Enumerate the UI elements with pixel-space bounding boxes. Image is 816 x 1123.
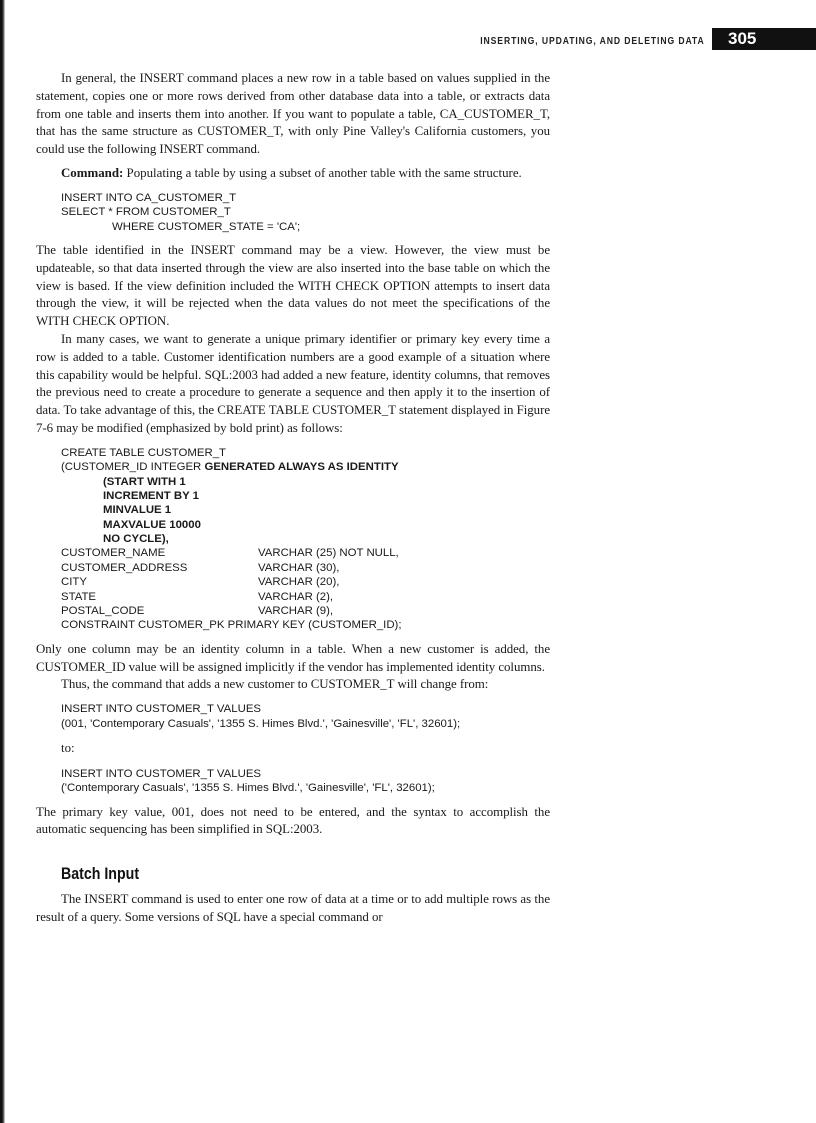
- paragraph: The INSERT command is used to enter one row of data at a time or to add multiple rows as the result of a query. Some versions of SQL have a special command or: [36, 892, 550, 924]
- code-option-line: INCREMENT BY 1: [103, 489, 199, 502]
- code-line: INSERT INTO CUSTOMER_T VALUES: [61, 703, 262, 716]
- column-name: CITY: [61, 576, 87, 589]
- running-head: INSERTING, UPDATING, AND DELETING DATA: [480, 35, 705, 47]
- paragraph: The primary key value, 001, does not need to be entered, and the syntax to accomplish the automatic sequencing has been simplified in SQL:2003.: [36, 804, 550, 837]
- code-column-line: [61, 590, 550, 604]
- code-block-insert-old: [61, 702, 550, 731]
- command-text: Populating a table by using a subset of another table with the same structure.: [126, 165, 522, 180]
- code-emphasis: GENERATED ALWAYS AS IDENTITY: [204, 461, 399, 474]
- command-label: Command:: [61, 165, 124, 180]
- column-type: VARCHAR (25) NOT NULL,: [258, 547, 399, 560]
- code-block-insert-select: [61, 191, 550, 234]
- code-option-line: MINVALUE 1: [103, 504, 172, 517]
- column-name: CUSTOMER_NAME: [61, 547, 166, 560]
- code-line: [61, 460, 550, 474]
- column-type: VARCHAR (9),: [258, 605, 334, 618]
- page-binding-edge: [0, 0, 5, 1123]
- column-name: STATE: [61, 590, 97, 603]
- code-line: INSERT INTO CA_CUSTOMER_T: [61, 191, 237, 204]
- code-line: CREATE TABLE CUSTOMER_T: [61, 446, 226, 459]
- code-line: INSERT INTO CUSTOMER_T VALUES: [61, 767, 262, 780]
- code-line: CONSTRAINT CUSTOMER_PK PRIMARY KEY (CUSTOMER_ID);: [61, 619, 402, 632]
- code-line: (001, 'Contemporary Casuals', '1355 S. Himes Blvd.', 'Gainesville', 'FL', 32601);: [61, 717, 461, 730]
- code-line: SELECT * FROM CUSTOMER_T: [61, 206, 231, 219]
- code-column-line: [61, 575, 550, 589]
- column-type: VARCHAR (2),: [258, 590, 334, 603]
- section-heading: Batch Input: [61, 865, 140, 884]
- paragraph: Only one column may be an identity column in a table. When a new customer is added, the CUSTOMER_ID value will be assigned implicitly if the vendor has implemented identity columns.: [36, 641, 550, 674]
- paragraph: In many cases, we want to generate a unique primary identifier or primary key every time a row is added to a table. Customer identification numbers are a good example of a situation where this capability would be helpful. SQL:2003 had added a new feature, identity columns, that removes the previous need to create a procedure to generate a sequence and then apply it to the insertion of data. To take advantage of this, the CREATE TABLE CUSTOMER_T statement displayed in Figure 7-6 may be modified (emphasized by bold print) as follows:: [36, 331, 550, 435]
- paragraph: Thus, the command that adds a new customer to CUSTOMER_T will change from:: [61, 677, 489, 692]
- code-option-line: (START WITH 1: [103, 475, 186, 488]
- code-column-line: [61, 604, 550, 618]
- code-line: WHERE CUSTOMER_STATE = 'CA';: [112, 220, 301, 233]
- code-block-create-table: [61, 446, 550, 633]
- code-column-line: [61, 561, 550, 575]
- column-name: CUSTOMER_ADDRESS: [61, 561, 188, 574]
- column-name: POSTAL_CODE: [61, 605, 145, 618]
- page-number-box: [712, 28, 816, 50]
- command-caption: [61, 165, 559, 183]
- page-header: [0, 28, 816, 50]
- paragraph: The table identified in the INSERT command may be a view. However, the view must be updateable, so that data inserted through the view are also inserted into the base table on which the view is based. If the view definition included the WITH CHECK OPTION attempts to insert data through the view, it will be rejected when the data values do not meet the specifications of the WITH CHECK OPTION.: [36, 242, 550, 329]
- code-option-line: NO CYCLE),: [103, 533, 169, 546]
- page-number: 305: [728, 29, 757, 48]
- code-option-line: MAXVALUE 10000: [103, 518, 201, 531]
- paragraph: In general, the INSERT command places a new row in a table based on values supplied in the statement, copies one or more rows derived from other database data into a table, or extracts data from one table and inserts them into another. If you want to populate a table, CA_CUSTOMER_T, that has the same structure as CUSTOMER_T, with only Pine Valley's California customers, you could use the following INSERT command.: [36, 71, 550, 157]
- code-column-line: [61, 546, 550, 560]
- code-block-insert-new: [61, 767, 550, 796]
- column-type: VARCHAR (30),: [258, 561, 340, 574]
- column-type: VARCHAR (20),: [258, 576, 340, 589]
- to-label: to:: [61, 740, 75, 755]
- page-body: [36, 70, 550, 927]
- code-text: (CUSTOMER_ID INTEGER: [61, 461, 205, 474]
- code-line: ('Contemporary Casuals', '1355 S. Himes Blvd.', 'Gainesville', 'FL', 32601);: [61, 782, 435, 795]
